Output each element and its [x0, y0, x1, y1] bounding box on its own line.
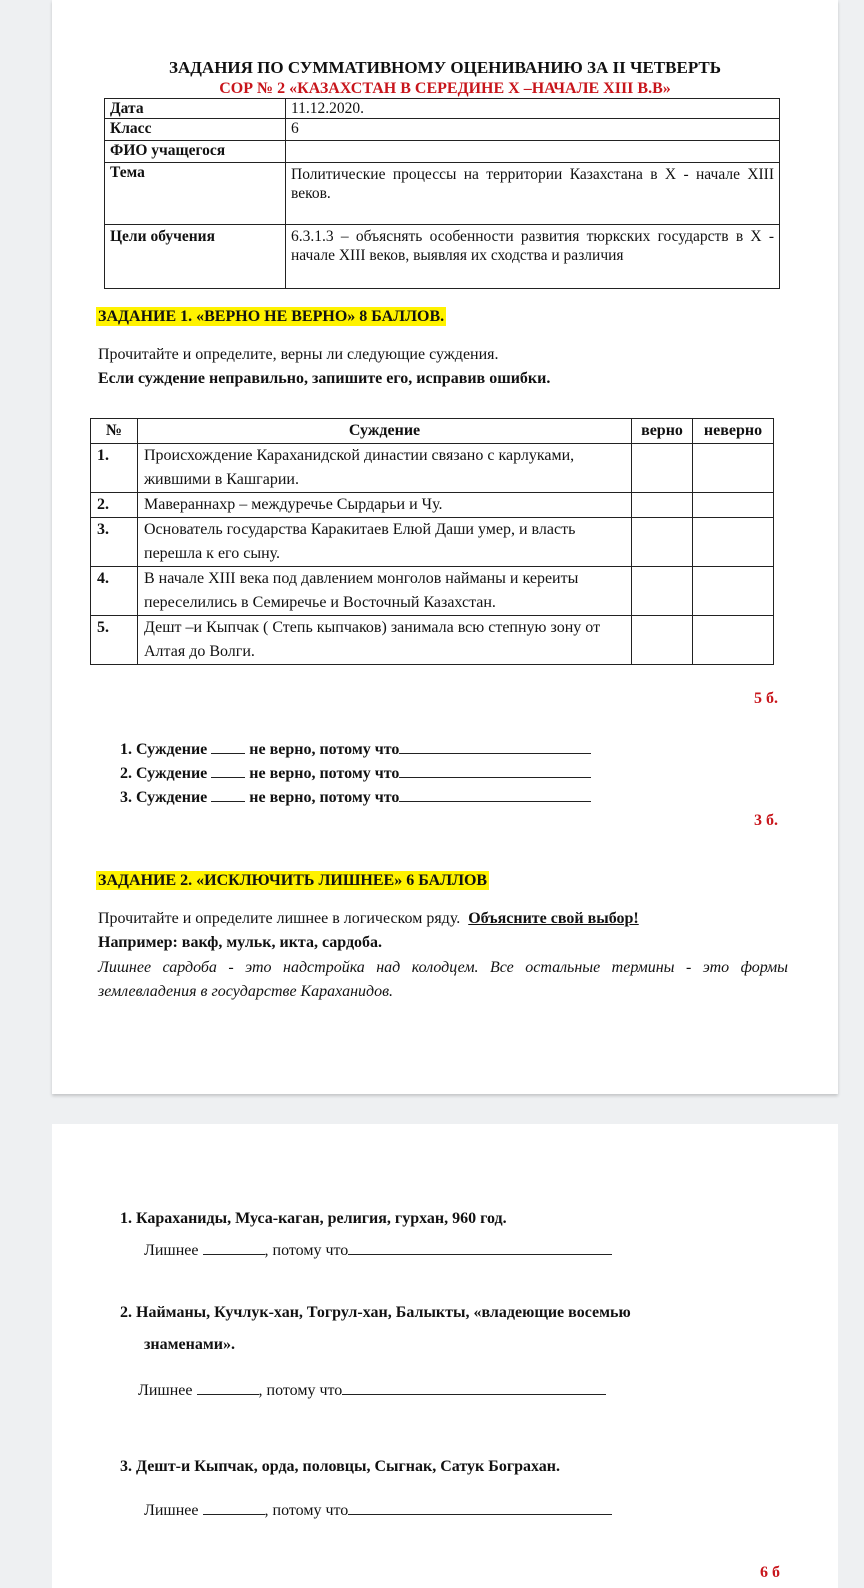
blank-reason[interactable] [399, 739, 591, 754]
document-title: ЗАДАНИЯ ПО СУММАТИВНОМУ ОЦЕНИВАНИЮ ЗА II ЧЕТВЕРТЬ [168, 58, 721, 77]
col-num-header: № [91, 419, 138, 444]
task2-example: Например: вакф, мульк, икта, сардоба. [98, 934, 383, 951]
worksheet-page-2 [52, 1124, 838, 1588]
blank-reason[interactable] [342, 1380, 606, 1395]
extra-label: Лишнее [144, 1242, 199, 1259]
goals-value: 6.3.1.3 – объяснять особенности развития тюркских государств в Х - начале XIII веков, выявляя их сходства и различия [286, 225, 780, 289]
item-text: Караханиды, Муса-каган, религия, гурхан, 960 год. [136, 1210, 507, 1227]
answer-label: Суждение [136, 741, 208, 758]
exclude-item-2 [120, 1304, 800, 1322]
col-true-header: верно [632, 419, 693, 444]
col-statement-header: Суждение [138, 419, 632, 444]
date-value: 11.12.2020. [286, 99, 780, 119]
row-number: 1. [91, 444, 138, 493]
task2-points: 6 б [760, 1564, 780, 1581]
answer-line [144, 1500, 612, 1520]
because-label: , потому что [264, 1242, 349, 1259]
exclude-item-3 [120, 1458, 560, 1476]
answer-line [120, 786, 591, 810]
table-row [91, 616, 774, 665]
false-cell[interactable] [693, 493, 774, 518]
blank-reason[interactable] [348, 1240, 612, 1255]
item-number: 3. [120, 1458, 132, 1475]
info-table [104, 98, 780, 289]
row-number: 2. [91, 493, 138, 518]
answer-label: не верно, потому что [249, 765, 400, 782]
because-label: , потому что [258, 1382, 343, 1399]
task1-instruction: Прочитайте и определите, верны ли следующие суждения. [98, 346, 499, 363]
col-false-header: неверно [693, 419, 774, 444]
answer-number: 3. [120, 789, 132, 806]
item-number: 1. [120, 1210, 132, 1227]
statement-text: Происхождение Караханидской династии связано с карлуками, жившими в Кашгарии. [138, 444, 632, 493]
blank-extra[interactable] [197, 1380, 259, 1395]
table-row [91, 493, 774, 518]
worksheet-page-1 [52, 0, 838, 1094]
answer-line [120, 738, 591, 762]
answer-label: Суждение [136, 765, 208, 782]
statement-text: Мавераннахр – междуречье Сырдарьи и Чу. [138, 493, 632, 518]
blank-number[interactable] [211, 787, 245, 802]
table-row [91, 444, 774, 493]
topic-value: Политические процессы на территории Казахстана в Х - начале XIII веков. [286, 163, 780, 225]
goals-label: Цели обучения [105, 225, 286, 289]
false-cell[interactable] [693, 616, 774, 665]
blank-reason[interactable] [399, 787, 591, 802]
answer-line [138, 1380, 606, 1400]
student-label: ФИО учащегося [105, 141, 286, 163]
statements-table [90, 418, 774, 665]
true-cell[interactable] [632, 616, 693, 665]
statement-text: Основатель государства Каракитаев Елюй Даши умер, и власть перешла к его сыну. [138, 518, 632, 567]
task1-table-points: 5 б. [754, 690, 778, 707]
true-cell[interactable] [632, 518, 693, 567]
topic-label: Тема [105, 163, 286, 225]
task1-answers-points: 3 б. [754, 812, 778, 829]
task1-heading: ЗАДАНИЕ 1. «ВЕРНО НЕ ВЕРНО» 8 БАЛЛОВ. [98, 308, 445, 325]
blank-extra[interactable] [203, 1240, 265, 1255]
answer-number: 1. [120, 741, 132, 758]
false-cell[interactable] [693, 567, 774, 616]
answer-line [144, 1240, 612, 1260]
date-label: Дата [105, 99, 286, 119]
exclude-item-1 [120, 1210, 507, 1228]
because-label: , потому что [264, 1502, 349, 1519]
answer-number: 2. [120, 765, 132, 782]
task2-example-explanation: Лишнее сардоба - это надстройка над колодцем. Все остальные термины - это формы землевладения в государстве Караханидов. [98, 959, 788, 1000]
student-value[interactable] [286, 141, 780, 163]
extra-label: Лишнее [144, 1502, 199, 1519]
answer-label: не верно, потому что [249, 789, 400, 806]
true-cell[interactable] [632, 567, 693, 616]
task2-instruction-text: Прочитайте и определите лишнее в логическом ряду. [98, 910, 461, 927]
true-cell[interactable] [632, 493, 693, 518]
table-row [91, 567, 774, 616]
document-subtitle: СОР № 2 «КАЗАХСТАН В СЕРЕДИНЕ Х –НАЧАЛЕ XIII В.В» [219, 80, 671, 97]
class-value: 6 [286, 119, 780, 141]
row-number: 5. [91, 616, 138, 665]
blank-number[interactable] [211, 763, 245, 778]
false-cell[interactable] [693, 444, 774, 493]
item-text: Дешт-и Кыпчак, орда, половцы, Сыгнак, Сатук Бограхан. [136, 1458, 560, 1475]
task2-heading: ЗАДАНИЕ 2. «ИСКЛЮЧИТЬ ЛИШНЕЕ» 6 БАЛЛОВ [98, 872, 488, 889]
blank-number[interactable] [211, 739, 245, 754]
blank-reason[interactable] [348, 1500, 612, 1515]
item-number: 2. [120, 1304, 132, 1321]
task1-instruction-bold: Если суждение неправильно, запишите его, исправив ошибки. [98, 370, 551, 387]
answer-line [120, 762, 591, 786]
task2-instruction-underlined: Объясните свой выбор! [468, 910, 639, 927]
row-number: 4. [91, 567, 138, 616]
item-text: Найманы, Кучлук-хан, Тогрул-хан, Балыкты, «владеющие восемью [136, 1304, 631, 1321]
statement-text: Дешт –и Кыпчак ( Степь кыпчаков) занимала всю степную зону от Алтая до Волги. [138, 616, 632, 665]
blank-reason[interactable] [399, 763, 591, 778]
true-cell[interactable] [632, 444, 693, 493]
row-number: 3. [91, 518, 138, 567]
table-row [91, 518, 774, 567]
statement-text: В начале XIII века под давлением монголов найманы и кереиты переселились в Семиречье и Восточный Казахстан. [138, 567, 632, 616]
class-label: Класс [105, 119, 286, 141]
extra-label: Лишнее [138, 1382, 193, 1399]
task2-instruction [98, 908, 798, 930]
answer-label: Суждение [136, 789, 208, 806]
false-cell[interactable] [693, 518, 774, 567]
exclude-item-2-cont: знаменами». [144, 1336, 235, 1353]
answer-label: не верно, потому что [249, 741, 400, 758]
blank-extra[interactable] [203, 1500, 265, 1515]
